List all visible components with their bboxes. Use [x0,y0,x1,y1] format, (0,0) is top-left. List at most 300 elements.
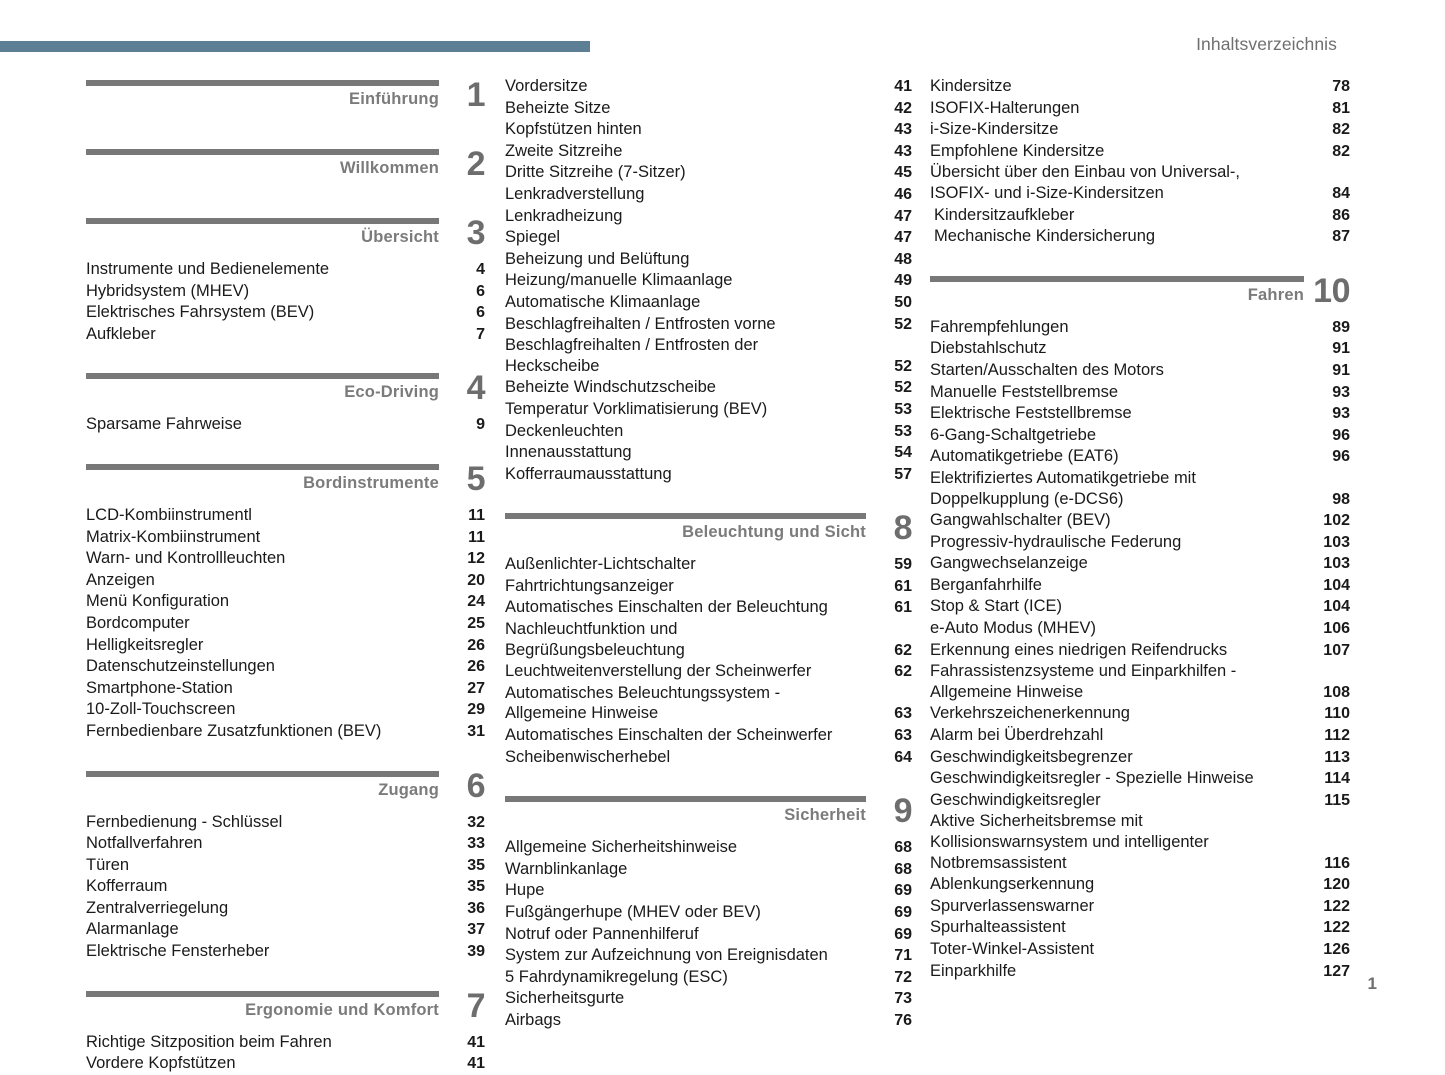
toc-entry-label: 6-Gang-Schaltgetriebe [930,425,1097,444]
toc-entry-label: i-Size-Kindersitze [930,120,1059,139]
toc-entry-page-number: 24 [467,593,485,611]
toc-entry-page-number: 115 [1324,791,1350,809]
section-title: Sicherheit [784,806,866,825]
toc-entry-page-number: 102 [1323,512,1350,530]
toc-entry[interactable] [505,640,912,662]
toc-entry-label: Bordcomputer [86,613,190,632]
toc-entry-label: Richtige Sitzposition beim Fahren [86,1032,332,1051]
toc-entry-label: Fernbedienbare Zusatzfunktionen (BEV) [86,721,382,740]
toc-entry-page-number: 7 [476,325,485,343]
toc-entry-label: Temperatur Vorklimatisierung (BEV) [505,399,768,418]
toc-entry[interactable] [505,967,912,989]
toc-entry[interactable] [930,425,1350,447]
toc-entry-page-number: 110 [1324,705,1350,723]
toc-section [505,76,912,485]
toc-entry-page-number: 11 [468,506,485,524]
toc-entry[interactable] [930,939,1350,961]
toc-entry[interactable] [930,532,1350,554]
toc-entry-label: Automatisches Einschalten der Scheinwerfer [505,726,833,745]
toc-entry-label: Airbags [505,1010,561,1029]
toc-entry-label: Heckscheibe [505,356,600,375]
toc-entry-label: Elektrische Fensterheber [86,942,270,961]
toc-entry[interactable] [505,619,912,640]
toc-entry-label: 10-Zoll-Touchscreen [86,700,236,719]
toc-entry[interactable] [505,880,912,902]
toc-entry-label: Hupe [505,881,545,900]
toc-entry-page-number: 122 [1323,897,1350,915]
toc-entry-page-number: 86 [1332,206,1350,224]
toc-entry[interactable] [930,874,1350,896]
toc-entry-label: Vordersitze [505,77,588,95]
toc-entry[interactable] [930,226,1350,248]
toc-entry[interactable] [86,324,485,346]
section-entry-list [86,414,485,436]
toc-entry[interactable] [505,356,912,378]
toc-entry-page-number: 87 [1332,228,1350,246]
toc-entry[interactable] [930,961,1350,983]
toc-entry[interactable] [86,548,485,570]
toc-entry-label: Allgemeine Sicherheitshinweise [505,838,738,857]
toc-entry-label: Aktive Sicherheitsbremse mit [930,812,1143,831]
toc-entry-page-number: 50 [894,293,912,311]
toc-entry-label: Allgemeine Hinweise [930,682,1084,701]
toc-entry[interactable] [86,591,485,613]
toc-entry-page-number: 59 [894,556,912,574]
toc-entry[interactable] [930,768,1350,790]
section-title: Fahren [1247,285,1304,304]
toc-entry-label: Manuelle Feststellbremse [930,382,1118,401]
toc-entry-page-number: 72 [894,968,912,986]
toc-entry[interactable] [86,656,485,678]
toc-entry-page-number: 103 [1323,533,1350,551]
toc-entry[interactable] [86,505,485,527]
toc-entry-label: Diebstahlschutz [930,339,1047,358]
toc-entry-page-number: 81 [1332,99,1350,117]
toc-entry[interactable] [86,1032,485,1054]
toc-entry-label: Erkennung eines niedrigen Reifendrucks [930,640,1228,659]
section-header[interactable] [86,460,485,507]
toc-entry[interactable] [505,314,912,336]
toc-entry-page-number: 37 [467,921,485,939]
toc-entry-page-number: 91 [1332,340,1350,358]
toc-entry[interactable] [86,259,485,281]
toc-entry-label: Hybridsystem (MHEV) [86,281,250,300]
section-entry-list [86,259,485,345]
toc-entry[interactable] [505,249,912,271]
toc-entry[interactable] [505,464,912,486]
toc-entry[interactable] [86,833,485,855]
section-number: 2 [466,145,485,183]
section-number: 6 [466,766,485,805]
toc-entry[interactable] [505,292,912,314]
toc-entry-label: Geschwindigkeitsregler [930,790,1101,809]
toc-entry-page-number: 32 [467,813,485,831]
section-header[interactable] [86,987,485,1034]
toc-entry-page-number: 73 [894,990,912,1008]
toc-entry[interactable] [930,98,1350,120]
toc-entry-label: Automatikgetriebe (EAT6) [930,447,1119,466]
toc-entry[interactable] [505,597,912,619]
section-entry-list [86,1032,485,1075]
toc-entry[interactable] [86,527,485,549]
toc-entry-page-number: 41 [467,1033,485,1051]
toc-entry[interactable] [930,403,1350,425]
toc-entry-label: Warn- und Kontrollleuchten [86,549,286,568]
toc-entry-label: Verkehrszeichenerkennung [930,704,1130,723]
toc-entry[interactable] [930,317,1350,339]
toc-entry[interactable] [930,703,1350,725]
toc-entry-page-number: 36 [467,899,485,917]
toc-entry-label: Türen [86,855,130,874]
toc-entry-page-number: 41 [467,1055,485,1073]
toc-entry[interactable] [505,554,912,576]
toc-entry-page-number: 26 [467,636,485,654]
toc-entry-page-number: 52 [894,379,912,397]
toc-entry[interactable] [930,618,1350,640]
toc-entry[interactable] [505,1010,912,1032]
toc-entry-label: e-Auto Modus (MHEV) [930,619,1096,638]
section-header[interactable] [505,509,912,556]
toc-entry-label: Nachleuchtfunktion und [505,620,678,639]
toc-entry[interactable] [930,510,1350,532]
toc-entry[interactable] [930,853,1350,875]
toc-entry[interactable] [505,859,912,881]
toc-entry[interactable] [930,747,1350,769]
toc-entry-page-number: 91 [1332,361,1350,379]
toc-entry-label: Kollisionswarnsystem und intelligenter [930,833,1209,851]
toc-entry[interactable] [505,924,912,946]
section-header[interactable] [86,145,485,192]
toc-entry[interactable] [930,553,1350,575]
toc-entry[interactable] [505,270,912,292]
toc-entry[interactable] [86,721,485,743]
toc-entry[interactable] [86,570,485,592]
toc-entry-label: Notbremsassistent [930,853,1067,872]
toc-entry-page-number: 53 [894,400,912,418]
toc-section [86,369,485,436]
page-title: Inhaltsverzeichnis [1196,34,1337,54]
toc-entry-label: Beheizung und Belüftung [505,249,690,268]
toc-entry-label: Ablenkungserkennung [930,875,1095,894]
toc-entry[interactable] [505,119,912,141]
toc-entry[interactable] [505,837,912,859]
toc-entry-page-number: 120 [1323,876,1350,894]
toc-entry-page-number: 68 [894,839,912,857]
section-entry-list [930,76,1350,248]
toc-entry-label: Notfallverfahren [86,834,203,853]
section-header[interactable] [505,792,912,839]
toc-entry-page-number: 11 [468,528,485,546]
toc-entry-page-number: 103 [1323,555,1350,573]
toc-entry-page-number: 20 [467,571,485,589]
toc-entry-label: System zur Aufzeichnung von Ereignisdaten [505,946,828,965]
toc-entry[interactable] [505,184,912,206]
toc-entry[interactable] [86,812,485,834]
toc-entry[interactable] [86,941,485,963]
section-divider-rule [930,276,1304,282]
toc-entry-page-number: 122 [1323,919,1350,937]
section-divider-rule [86,464,439,470]
toc-entry[interactable] [930,119,1350,141]
section-divider-rule [505,796,866,802]
toc-entry[interactable] [930,725,1350,747]
toc-entry[interactable] [505,162,912,184]
toc-entry[interactable] [505,576,912,598]
toc-entry-label: Zentralverriegelung [86,898,229,917]
section-divider-rule [86,991,439,997]
toc-entry-page-number: 43 [894,142,912,160]
toc-entry[interactable] [86,1053,485,1075]
toc-entry[interactable] [505,747,912,769]
toc-entry[interactable] [505,442,912,464]
toc-entry-label: Elektrifiziertes Automatikgetriebe mit [930,468,1196,487]
section-header[interactable] [86,76,485,123]
toc-entry-page-number: 89 [1332,318,1350,336]
toc-entry-page-number: 106 [1323,620,1350,638]
toc-entry[interactable] [930,468,1350,489]
toc-entry-label: Fahrassistenzsysteme und Einparkhilfen - [930,662,1237,681]
section-header[interactable] [930,272,1350,319]
section-title: Eco-Driving [344,383,439,402]
column-middle [505,76,930,1032]
toc-entry[interactable] [505,703,912,725]
toc-entry-label: Menü Konfiguration [86,592,230,611]
toc-entry-label: Leuchtweitenverstellung der Scheinwerfer [505,662,812,681]
toc-entry-page-number: 78 [1332,78,1350,95]
toc-entry-page-number: 96 [1332,448,1350,466]
toc-entry[interactable] [930,811,1350,832]
toc-entry-page-number: 126 [1323,940,1350,958]
toc-entry-label: Smartphone-Station [86,678,233,697]
toc-entry[interactable] [930,896,1350,918]
toc-entry-label: Spurhalteassistent [930,918,1066,937]
toc-entry-page-number: 113 [1324,748,1350,766]
toc-entry[interactable] [86,678,485,700]
toc-entry-label: Lenkradverstellung [505,184,645,203]
toc-entry-label: Fahrtrichtungsanzeiger [505,576,674,595]
toc-entry[interactable] [505,98,912,120]
toc-entry-label: Automatisches Beleuchtungssystem - [505,683,781,702]
toc-entry[interactable] [930,640,1350,662]
toc-entry[interactable] [505,76,912,98]
toc-entry-page-number: 116 [1324,854,1350,872]
toc-entry-page-number: 61 [894,577,912,595]
toc-entry-label: Stop & Start (ICE) [930,597,1063,616]
toc-entry-label: Elektrisches Fahrsystem (BEV) [86,303,315,322]
toc-entry-page-number: 53 [894,422,912,440]
toc-entry-label: Progressiv-hydraulische Federung [930,532,1182,551]
toc-entry[interactable] [930,76,1350,98]
toc-entry[interactable] [505,335,912,356]
toc-entry[interactable] [86,898,485,920]
toc-entry-label: Warnblinkanlage [505,859,628,878]
toc-entry-label: Fahrempfehlungen [930,317,1069,336]
toc-entry-page-number: 42 [894,99,912,117]
toc-entry[interactable] [930,360,1350,382]
section-title: Beleuchtung und Sicht [682,523,866,542]
toc-entry-page-number: 108 [1323,683,1350,701]
toc-entry-label: Zweite Sitzreihe [505,141,623,160]
toc-entry-page-number: 98 [1332,490,1350,508]
section-title: Bordinstrumente [303,473,439,492]
toc-entry[interactable] [930,575,1350,597]
toc-entry[interactable] [505,399,912,421]
toc-entry-label: Einparkhilfe [930,961,1017,980]
toc-entry-label: Mechanische Kindersicherung [934,227,1156,246]
toc-entry[interactable] [505,902,912,924]
toc-entry-label: Beschlagfreihalten / Entfrosten der [505,336,759,355]
toc-entry-page-number: 6 [476,282,485,300]
toc-entry-label: Beheizte Windschutzscheibe [505,378,716,397]
toc-entry-label: Anzeigen [86,570,155,589]
section-divider-rule [86,218,439,224]
toc-entry[interactable] [86,699,485,721]
toc-entry-page-number: 52 [894,315,912,333]
toc-entry-label: Kofferraumausstattung [505,464,672,483]
toc-entry-page-number: 112 [1324,727,1350,745]
toc-entry[interactable] [505,988,912,1010]
column-left [0,76,505,1075]
page-header [0,0,1445,70]
section-entry-list [86,505,485,743]
toc-entry-page-number: 6 [476,304,485,322]
section-number: 8 [893,509,912,548]
toc-entry-label: Toter-Winkel-Assistent [930,939,1095,958]
section-title: Zugang [378,780,439,799]
toc-entry-page-number: 69 [894,904,912,921]
toc-entry[interactable] [930,596,1350,618]
toc-section [505,509,912,768]
toc-entry[interactable] [930,832,1350,853]
toc-entry-label: Doppelkupplung (e-DCS6) [930,489,1124,508]
toc-entry[interactable] [505,227,912,249]
toc-entry-page-number: 35 [467,878,485,896]
toc-section [86,145,485,192]
section-divider-rule [86,80,439,86]
toc-entry-label: Alarmanlage [86,920,179,939]
toc-entry-label: Spiegel [505,228,561,247]
toc-entry-page-number: 35 [467,856,485,874]
toc-entry-page-number: 93 [1332,383,1350,401]
toc-entry-page-number: 127 [1323,962,1350,980]
toc-entry-label: Alarm bei Überdrehzahl [930,726,1104,745]
toc-entry-label: 5 Fahrdynamikregelung (ESC) [505,967,728,986]
toc-section [86,214,485,345]
section-divider-rule [86,771,439,777]
section-header[interactable] [86,369,485,416]
toc-entry[interactable] [505,661,912,683]
toc-entry[interactable] [930,661,1350,682]
toc-entry-page-number: 62 [894,663,912,681]
toc-entry[interactable] [505,945,912,967]
section-title: Übersicht [361,228,439,246]
toc-entry-label: Automatisches Einschalten der Beleuchtung [505,598,828,617]
toc-entry-label: Instrumente und Bedienelemente [86,260,330,278]
toc-entry[interactable] [505,421,912,443]
toc-entry-label: Datenschutzeinstellungen [86,657,275,676]
toc-entry[interactable] [505,725,912,747]
toc-section [86,76,485,123]
toc-entry-label: Fernbedienung - Schlüssel [86,812,283,831]
toc-entry-page-number: 104 [1323,598,1350,616]
section-number: 1 [466,76,485,114]
toc-entry[interactable] [505,683,912,704]
section-entry-list [86,812,485,963]
toc-entry-label: Kofferraum [86,877,168,896]
toc-entry-label: Vordere Kopfstützen [86,1054,236,1073]
toc-entry[interactable] [505,377,912,399]
toc-entry-page-number: 41 [894,78,912,95]
toc-entry-page-number: 4 [476,261,485,278]
toc-entry[interactable] [930,162,1350,183]
toc-entry[interactable] [930,917,1350,939]
toc-entry-page-number: 64 [894,748,912,766]
toc-entry-page-number: 93 [1332,405,1350,423]
toc-entry[interactable] [930,141,1350,163]
toc-entry[interactable] [86,919,485,941]
toc-entry[interactable] [86,302,485,324]
toc-entry-page-number: 47 [894,229,912,247]
section-number: 10 [1313,271,1350,310]
toc-entry[interactable] [930,682,1350,704]
toc-entry[interactable] [505,206,912,228]
toc-entry-page-number: 48 [894,250,912,268]
toc-entry[interactable] [86,613,485,635]
toc-entry-label: Beschlagfreihalten / Entfrosten vorne [505,314,776,333]
toc-entry-page-number: 39 [467,943,485,961]
toc-entry[interactable] [930,790,1350,812]
toc-entry-label: Heizung/manuelle Klimaanlage [505,271,733,290]
toc-entry[interactable] [930,183,1350,205]
toc-entry[interactable] [86,414,485,436]
toc-entry-page-number: 76 [894,1011,912,1029]
toc-entry-label: Kindersitze [930,77,1012,95]
toc-entry[interactable] [86,635,485,657]
toc-entry[interactable] [930,205,1350,227]
toc-columns [0,76,1445,1075]
toc-entry[interactable] [930,489,1350,511]
toc-entry[interactable] [505,141,912,163]
toc-section [86,767,485,963]
toc-entry[interactable] [930,446,1350,468]
toc-entry-label: Helligkeitsregler [86,635,204,654]
section-header[interactable] [86,214,485,261]
toc-entry-label: Begrüßungsbeleuchtung [505,640,685,659]
toc-entry-label: Starten/Ausschalten des Motors [930,360,1164,379]
toc-entry[interactable] [930,338,1350,360]
toc-entry-page-number: 71 [894,947,912,965]
section-number: 9 [893,792,912,831]
toc-entry-label: Automatische Klimaanlage [505,292,701,311]
section-entry-list [930,317,1350,982]
toc-entry-label: Außenlichter-Lichtschalter [505,555,696,574]
toc-entry-page-number: 57 [894,465,912,483]
toc-entry-page-number: 26 [467,658,485,676]
toc-entry-page-number: 9 [476,416,485,434]
section-header[interactable] [86,767,485,814]
section-number: 5 [466,459,485,498]
toc-entry[interactable] [930,382,1350,404]
toc-section [930,76,1350,248]
toc-entry-label: Berganfahrhilfe [930,575,1042,594]
toc-entry[interactable] [86,876,485,898]
toc-entry[interactable] [86,855,485,877]
toc-entry-label: Kindersitzaufkleber [934,205,1075,224]
toc-entry-page-number: 62 [894,641,912,659]
toc-entry-label: LCD-Kombiinstrumentl [86,505,252,524]
toc-entry-page-number: 61 [894,599,912,617]
toc-entry[interactable] [86,281,485,303]
